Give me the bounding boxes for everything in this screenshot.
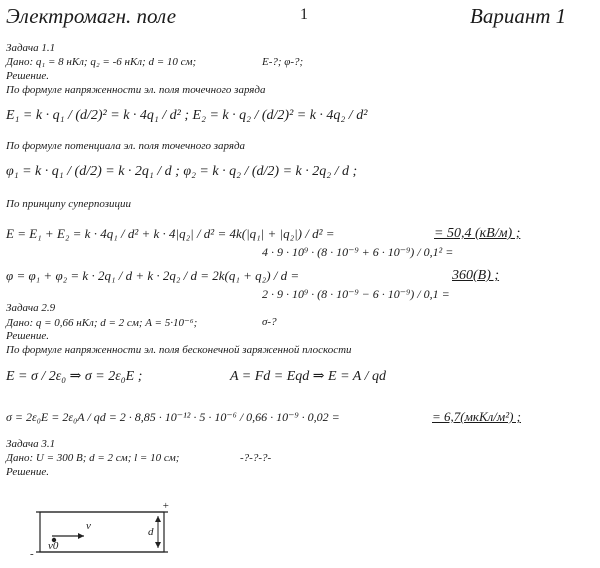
task1-method1: По формуле напряженности эл. поля точечного заряда bbox=[6, 84, 266, 96]
task3-given: Дано: U = 300 В; d = 2 см; l = 10 см; bbox=[6, 452, 180, 464]
task2-eq3: σ = 2ε₀E = 2ε₀A / qd = 2 · 8,85 · 10⁻¹² · 5 · 10⁻⁶ / 0,66 · 10⁻⁹ · 0,02 = bbox=[6, 410, 340, 424]
task1-eq-phi-lhs: φ = φ₁ + φ₂ = k · 2q₁ / d + k · 2q₂ / d = 2k(q₁ + q₂) / d = bbox=[6, 268, 300, 283]
task1-method3: По принципу суперпозиции bbox=[6, 198, 132, 210]
task2-eq1: E = σ / 2ε₀ ⇒ σ = 2ε₀E ; bbox=[6, 369, 143, 384]
header-subject: Электромагн. поле bbox=[6, 4, 177, 28]
diagram-label-v0: v0 bbox=[48, 540, 59, 552]
task1-given: Дано: q₁ = 8 нКл; q₂ = -6 нКл; d = 10 см; bbox=[6, 56, 197, 68]
diagram-label-plus: + bbox=[162, 500, 170, 512]
task1-result-phi: 360(В) ; bbox=[452, 268, 500, 283]
task2-title: Задача 2.9 bbox=[6, 302, 56, 314]
task2-result: = 6,7(мкКл/м²) ; bbox=[432, 409, 521, 424]
task1-title: Задача 1.1 bbox=[6, 42, 56, 54]
task2-find: σ-? bbox=[262, 316, 277, 328]
task2-solution: Решение. bbox=[6, 330, 49, 342]
task1-result-E: = 50,4 (кВ/м) ; bbox=[434, 226, 521, 241]
task3-find: -?-?-?- bbox=[240, 452, 272, 464]
task1-method2: По формуле потенциала эл. поля точечного заряда bbox=[6, 140, 246, 152]
task3-solution: Решение. bbox=[6, 466, 49, 478]
task1-eq-phi-rhs: 2 · 9 · 10⁹ · (8 · 10⁻⁹ − 6 · 10⁻⁹) / 0,1 = bbox=[262, 287, 450, 301]
task2-given: Дано: q = 0,66 нКл; d = 2 см; A = 5·10⁻⁶; bbox=[6, 317, 198, 329]
task1-find: E-?; φ-?; bbox=[262, 56, 304, 68]
task2-eq2: A = Fd = Eqd ⇒ E = A / qd bbox=[230, 369, 386, 384]
task1-eq-E-lhs: E = E₁ + E₂ = k · 4q₁ / d² + k · 4|q₂| / d² = 4k(|q₁| + |q₂|) / d² = bbox=[6, 226, 335, 241]
diagram-label-minus: - bbox=[30, 548, 34, 560]
task1-solution: Решение. bbox=[6, 70, 49, 82]
task3-title: Задача 3.1 bbox=[6, 438, 56, 450]
task1-eq-phi: φ₁ = k · q₁ / (d/2) = k · 2q₁ / d ; φ₂ = k · q₂ / (d/2) = k · 2q₂ / d ; bbox=[6, 164, 358, 179]
diagram-label-d: d bbox=[148, 526, 154, 538]
task2-method: По формуле напряженности эл. поля бесконечной заряженной плоскости bbox=[6, 344, 352, 356]
diagram-label-v: v bbox=[86, 520, 91, 532]
task1-eq-E-rhs: 4 · 9 · 10⁹ · (8 · 10⁻⁹ + 6 · 10⁻⁹) / 0,1² = bbox=[262, 245, 454, 259]
header-variant: Вариант 1 bbox=[470, 4, 567, 28]
task1-eq-E1: E₁ = k · q₁ / (d/2)² = k · 4q₁ / d² ; E₂ = k · q₂ / (d/2)² = k · 4q₂ / d² bbox=[6, 108, 368, 123]
header-page-number: 1 bbox=[300, 6, 308, 23]
